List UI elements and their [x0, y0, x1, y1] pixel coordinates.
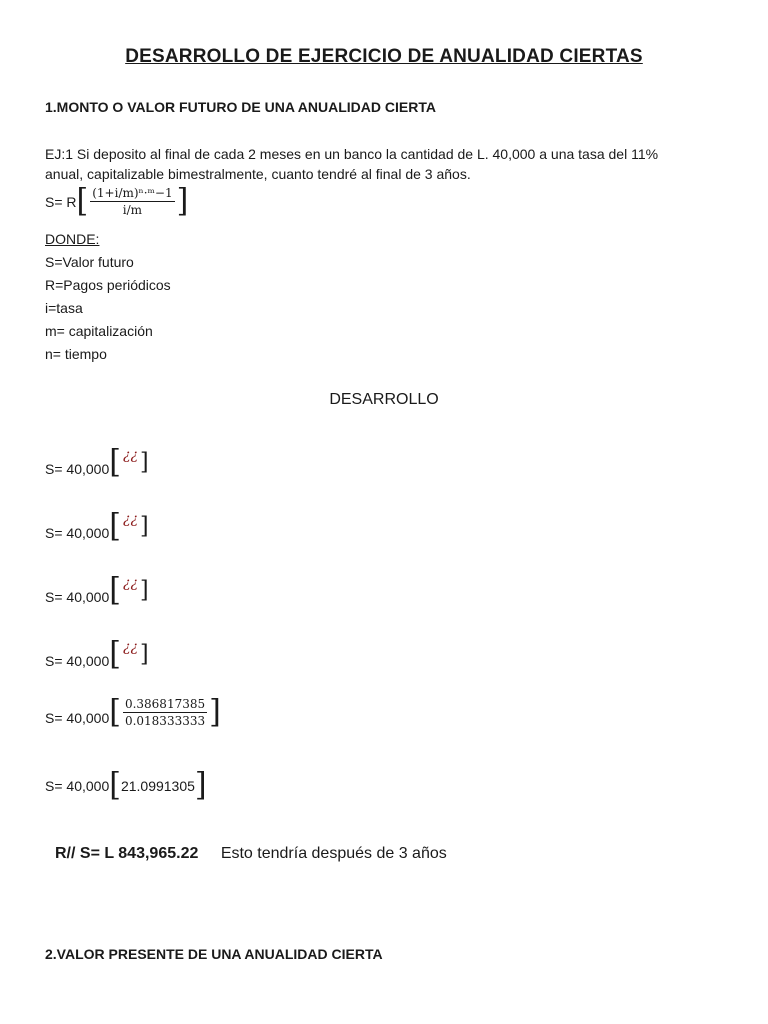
step-4 — [45, 636, 149, 673]
step-3 — [45, 572, 149, 609]
section2-heading: 2.VALOR PRESENTE DE UNA ANUALIDAD CIERTA — [45, 946, 383, 962]
right-bracket: ] — [194, 767, 207, 804]
definition-item: S=Valor futuro — [45, 254, 134, 270]
definition-item: i=tasa — [45, 300, 83, 316]
donde-label: DONDE: — [45, 231, 100, 247]
left-bracket: [ — [109, 767, 121, 804]
desarrollo-heading: DESARROLLO — [329, 391, 439, 408]
section1-heading: 1.MONTO O VALOR FUTURO DE UNA ANUALIDAD CIERTA — [45, 99, 436, 115]
right-bracket: ] — [139, 513, 149, 540]
right-bracket: ] — [139, 641, 149, 668]
step-6 — [45, 767, 207, 804]
general-formula — [45, 182, 189, 220]
broken-glyph: ¿¿ — [122, 447, 138, 463]
right-bracket: ] — [139, 577, 149, 604]
left-bracket: [ — [109, 444, 121, 481]
right-bracket: ] — [139, 449, 149, 476]
left-bracket: [ — [109, 572, 121, 609]
broken-glyph: ¿¿ — [122, 511, 138, 527]
step6-value: 21.0991305 — [120, 778, 195, 794]
step-prefix: S= 40,000 — [45, 653, 110, 669]
left-bracket: [ — [109, 508, 121, 545]
right-bracket: ] — [176, 182, 189, 220]
step-2 — [45, 508, 149, 545]
broken-glyph: ¿¿ — [122, 639, 138, 655]
problem-line-2: anual, capitalizable bimestralmente, cuanto tendré al final de 3 años. — [45, 166, 471, 182]
broken-glyph: ¿¿ — [122, 575, 138, 591]
step-1 — [45, 444, 149, 481]
step5-fraction — [123, 697, 207, 728]
document-title: DESARROLLO DE EJERCICIO DE ANUALIDAD CIERTAS — [125, 46, 643, 67]
definitions-block — [45, 228, 171, 366]
step-5 — [45, 693, 221, 731]
formula-prefix: S= R — [45, 193, 77, 210]
left-bracket: [ — [76, 182, 89, 220]
problem-statement — [45, 144, 658, 184]
final-answer — [55, 845, 447, 863]
step5-denominator: 0.018333333 — [124, 714, 206, 728]
step-prefix: S= 40,000 — [45, 709, 110, 726]
step-prefix: S= 40,000 — [45, 778, 110, 794]
step5-numerator: 0.386817385 — [124, 697, 206, 711]
left-bracket: [ — [109, 636, 121, 673]
formula-fraction — [90, 186, 174, 217]
answer-value: R// S= L 843,965.22 — [55, 845, 199, 862]
step-prefix: S= 40,000 — [45, 589, 110, 605]
answer-text: Esto tendría después de 3 años — [220, 845, 447, 862]
problem-line-1: EJ:1 Si deposito al final de cada 2 meses en un banco la cantidad de L. 40,000 a una tasa del 11% — [45, 146, 659, 162]
definition-item: R=Pagos periódicos — [45, 277, 171, 293]
definition-item: m= capitalización — [45, 323, 153, 339]
left-bracket: [ — [109, 693, 121, 731]
formula-numerator: (1+i/m)ⁿ·ᵐ−1 — [92, 186, 173, 200]
step-prefix: S= 40,000 — [45, 461, 110, 477]
formula-denominator: i/m — [122, 203, 143, 217]
right-bracket: ] — [209, 693, 221, 731]
definition-item: n= tiempo — [45, 346, 107, 362]
step-prefix: S= 40,000 — [45, 525, 110, 541]
